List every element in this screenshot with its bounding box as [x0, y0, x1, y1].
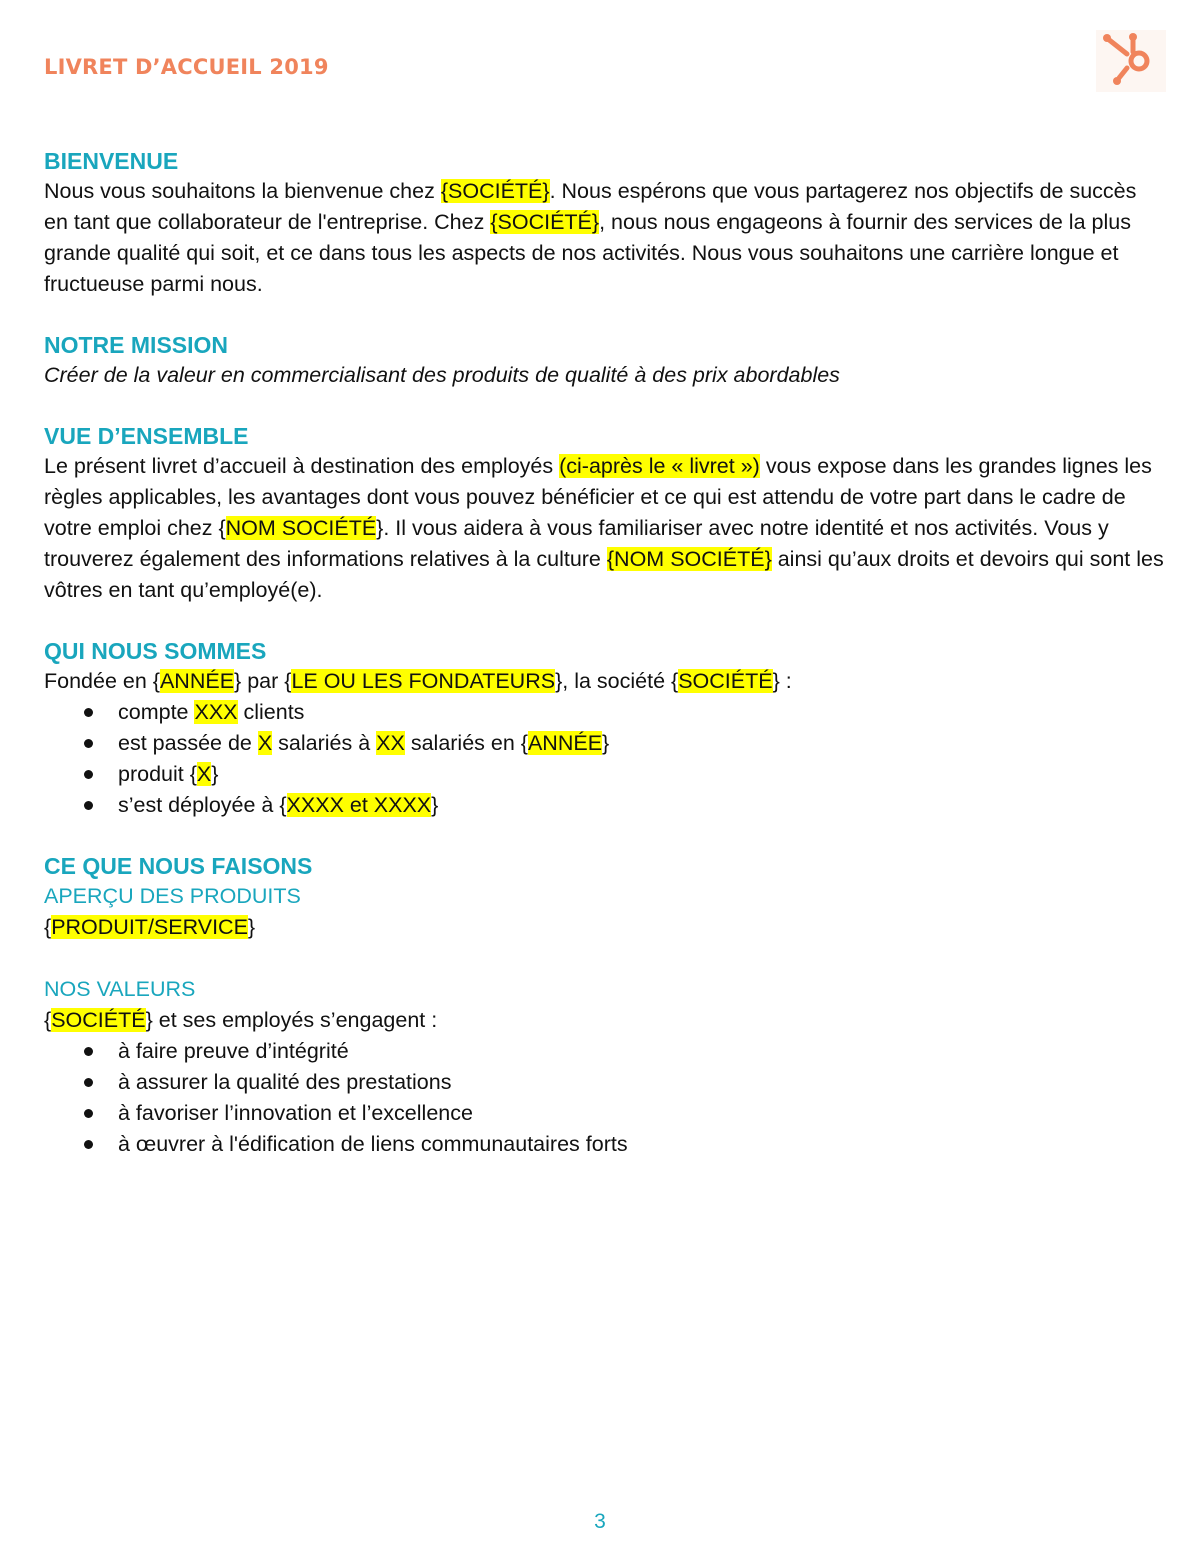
heading-vue-ensemble: VUE D’ENSEMBLE — [44, 423, 249, 449]
section-ce-que-nous-faisons — [44, 851, 1164, 1160]
placeholder-highlight: {SOCIÉTÉ} — [490, 210, 600, 234]
text: { — [44, 915, 52, 939]
text: } — [431, 793, 439, 817]
subheading-nos-valeurs: NOS VALEURS — [44, 977, 196, 1001]
bullet-list-qui — [44, 697, 1164, 821]
mission-statement: Créer de la valeur en commercialisant des produits de qualité à des prix abordables — [44, 363, 840, 387]
heading-ce-que-nous-faisons: CE QUE NOUS FAISONS — [44, 853, 313, 879]
placeholder-highlight: XX — [376, 731, 405, 755]
heading-mission: NOTRE MISSION — [44, 332, 229, 358]
list-item: à favoriser l’innovation et l’excellence — [44, 1098, 1164, 1129]
text: vous expose dans les grandes lignes les règles applicables, les avantages dont vous pouvez bénéficier et ce qui est attendu de votre part dans le cadre de votre emploi chez { — [44, 454, 1152, 540]
spacer — [44, 943, 1164, 974]
placeholder-highlight: LE OU LES FONDATEURS — [291, 669, 556, 693]
text: } : — [772, 669, 792, 693]
placeholder-highlight: ANNÉE — [527, 731, 603, 755]
placeholder-highlight: XXXX et XXXX — [286, 793, 432, 817]
paragraph-valeurs — [44, 1005, 1164, 1036]
section-qui-nous-sommes — [44, 636, 1164, 821]
subheading-apercu-produits: APERÇU DES PRODUITS — [44, 884, 301, 908]
paragraph-vue-ensemble — [44, 451, 1164, 606]
text: salariés à — [272, 731, 377, 755]
text: produit { — [118, 762, 197, 786]
placeholder-highlight: SOCIÉTÉ — [51, 1008, 146, 1032]
text: clients — [237, 700, 305, 724]
placeholder-highlight: ANNÉE — [159, 669, 235, 693]
paragraph-bienvenue — [44, 176, 1164, 300]
text: { — [44, 1008, 52, 1032]
placeholder-highlight: SOCIÉTÉ — [678, 669, 773, 693]
text: }. Il vous aidera à vous familiariser avec notre identité et nos activités. Vous y trouverez également des informations relatives à la culture — [44, 516, 1109, 571]
placeholder-highlight: (ci-après le « livret ») — [559, 454, 760, 478]
text: Fondée en { — [44, 669, 160, 693]
text: ainsi qu’aux droits et devoirs qui sont les vôtres en tant qu’employé(e). — [44, 547, 1164, 602]
text: } — [247, 915, 256, 939]
text: }, la société { — [555, 669, 679, 693]
heading-qui-nous-sommes: QUI NOUS SOMMES — [44, 638, 267, 664]
section-bienvenue — [44, 146, 1164, 300]
document-body — [44, 146, 1164, 1190]
heading-bienvenue: BIENVENUE — [44, 148, 179, 174]
list-item — [44, 728, 1164, 759]
text: compte — [118, 700, 195, 724]
text: salariés en { — [404, 731, 528, 755]
placeholder-highlight: XXX — [194, 700, 238, 724]
list-item: à faire preuve d’intégrité — [44, 1036, 1164, 1067]
section-mission — [44, 330, 1164, 391]
bullet-list-valeurs — [44, 1036, 1164, 1160]
placeholder-highlight: {NOM SOCIÉTÉ} — [606, 547, 772, 571]
paragraph-produit — [44, 912, 1164, 943]
list-item — [44, 759, 1164, 790]
placeholder-highlight: PRODUIT/SERVICE — [51, 915, 248, 939]
text: . Nous espérons que vous partagerez nos objectifs de succès en tant que collaborateur de l'entreprise. Chez — [44, 179, 1137, 234]
section-vue-ensemble — [44, 421, 1164, 606]
text: Le présent livret d’accueil à destination des employés — [44, 454, 560, 478]
list-item: à assurer la qualité des prestations — [44, 1067, 1164, 1098]
page-number: 3 — [594, 1510, 606, 1533]
list-item — [44, 697, 1164, 728]
text: } — [602, 731, 610, 755]
text: Nous vous souhaitons la bienvenue chez — [44, 179, 441, 203]
hubspot-sprocket-icon — [1096, 30, 1166, 92]
text: } par { — [234, 669, 292, 693]
placeholder-highlight: NOM SOCIÉTÉ — [225, 516, 377, 540]
text: est passée de — [118, 731, 258, 755]
list-item — [44, 790, 1164, 821]
placeholder-highlight: X — [196, 762, 212, 786]
text: s’est déployée à { — [118, 793, 287, 817]
paragraph-fondee — [44, 666, 1164, 697]
placeholder-highlight: X — [257, 731, 273, 755]
document-title: LIVRET D’ACCUEIL 2019 — [44, 55, 329, 79]
list-item: à œuvrer à l'édification de liens communautaires forts — [44, 1129, 1164, 1160]
text: } — [211, 762, 219, 786]
text: , nous nous engageons à fournir des services de la plus grande qualité qui soit, et ce dans tous les aspects de nos activités. Nous vous souhaitons une carrière longue et fructueuse parmi nous. — [44, 210, 1131, 296]
text: } et ses employés s’engagent : — [145, 1008, 438, 1032]
placeholder-highlight: {SOCIÉTÉ} — [440, 179, 550, 203]
